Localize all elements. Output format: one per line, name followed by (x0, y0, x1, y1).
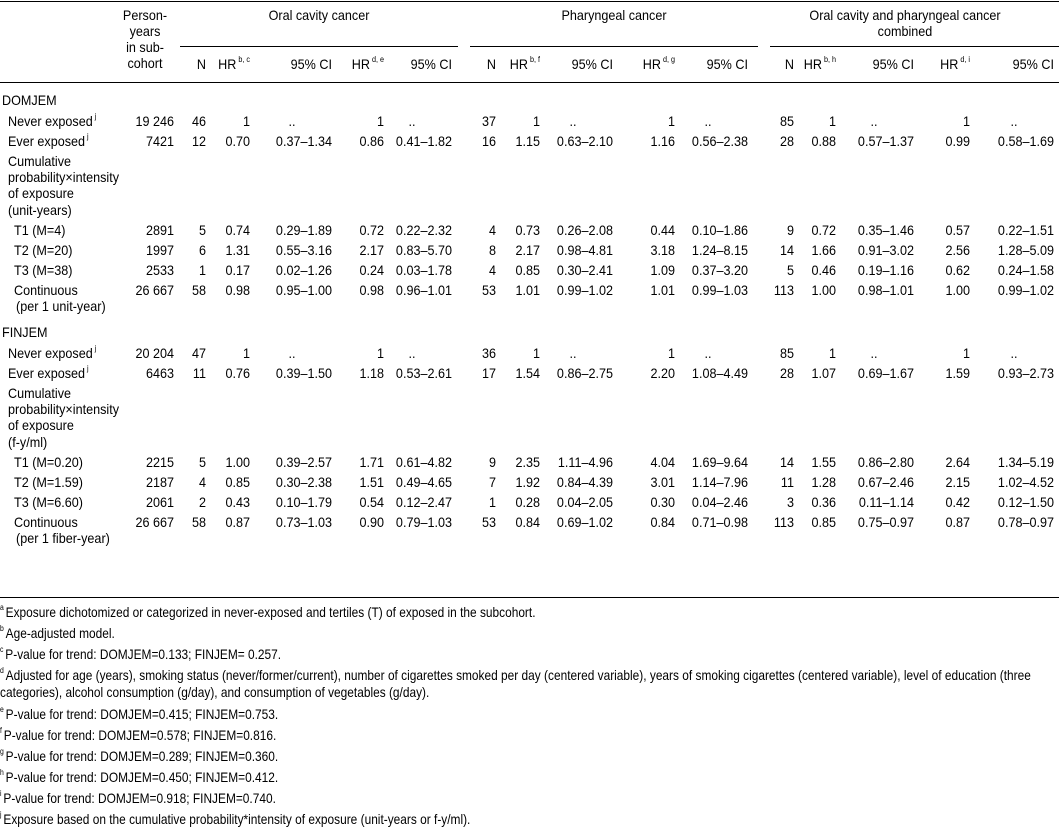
table-cell: 0.63–2.10 (556, 132, 613, 149)
table-cell: 0.86–2.80 (857, 453, 914, 470)
column-header-6 (459, 56, 540, 72)
section-title-0: DOMJEM (2, 92, 57, 108)
table-cell: 16 (481, 132, 496, 149)
row-label-0-6: Continuous (14, 281, 78, 298)
footnote-mark: g (0, 747, 6, 757)
row-label-0-2: Cumulative (8, 152, 72, 169)
group-header-combined-text: Oral cavity and pharyngeal cancer combined (809, 7, 1001, 39)
row-label-0-2: probability×intensity (8, 168, 120, 185)
table-cell: 0.10–1.86 (691, 221, 748, 238)
table-cell: 0.12–1.50 (997, 493, 1054, 510)
row-footnote-mark: j (85, 131, 89, 141)
table-cell: 0.86–2.75 (556, 364, 613, 381)
table-cell: 0.04–2.05 (556, 493, 613, 510)
table-cell: 1.01 (650, 281, 675, 298)
table-cell: 6 (198, 241, 206, 258)
table-cell: 5 (198, 453, 206, 470)
footnote-text: Adjusted for age (years), smoking status (never/former/current), number of cigarettes smoked per day (centered variable), years of smoking cigarettes (centered variable), level of education (three categories), alcohol consumption (g/day), and consumption of vegetables (g/day). (0, 667, 1031, 700)
footnote-mark: d (0, 666, 6, 676)
column-header-13 (889, 56, 970, 72)
table-cell: 1.11–4.96 (557, 453, 613, 470)
row-footnote-mark: j (92, 111, 97, 121)
table-cell: 0.87 (225, 513, 250, 530)
table-cell: 1 (962, 344, 970, 361)
table-cell: 1.66 (811, 241, 836, 258)
row-label-0-4: T2 (M=20) (14, 241, 73, 258)
table-cell: 0.85 (225, 473, 250, 490)
table-cell: 0.41–1.82 (395, 132, 452, 149)
table-cell: 1.00 (945, 281, 970, 298)
table-cell: 0.84–4.39 (556, 473, 613, 490)
table-cell: 0.42 (945, 493, 970, 510)
row-label-0-2: of exposure (8, 185, 74, 202)
table-cell: 1.18 (359, 364, 384, 381)
table-cell: 47 (191, 344, 206, 361)
footnote-text: P-value for trend: DOMJEM=0.450; FINJEM=0.412. (5, 769, 279, 785)
table-cell: 2.17 (515, 241, 540, 258)
table-cell: 1.28–5.09 (997, 241, 1054, 258)
table-cell: 1 (376, 112, 384, 129)
person-years-header-line-1: Person- (122, 7, 168, 23)
column-header-1 (169, 56, 250, 72)
table-cell: 1.28 (811, 473, 836, 490)
table-cell: 0.99 (945, 132, 970, 149)
table-cell: 2.20 (650, 364, 675, 381)
table-cell: 1 (242, 344, 250, 361)
footnote-text: Exposure based on the cumulative probability*intensity of exposure (unit-years or f-y/ml). (3, 811, 471, 827)
table-cell: 2.15 (945, 473, 970, 490)
table-cell: 14 (779, 241, 794, 258)
table-cell: 0.79–1.03 (395, 513, 452, 530)
table-cell: 1.00 (811, 281, 836, 298)
table-cell: 0.98 (359, 281, 384, 298)
person-years-header-line-2: years (129, 23, 161, 39)
table-cell: 4 (488, 221, 496, 238)
group-header-combined (784, 7, 1027, 39)
table-cell: 2.64 (945, 453, 970, 470)
table-cell: 0.76 (225, 364, 250, 381)
table-cell: 12 (191, 132, 206, 149)
column-header-8 (594, 56, 675, 72)
row-label-1-1: Ever exposed $^j$ (8, 363, 89, 381)
table-cell: 1.51 (359, 473, 384, 490)
table-cell: 1 (198, 261, 206, 278)
table-cell: 4.04 (650, 453, 675, 470)
table-cell: .. (569, 112, 577, 129)
footnote-text: P-value for trend: DOMJEM=0.133; FINJEM= 0.257. (5, 646, 282, 662)
table-cell: 1.31 (225, 241, 250, 258)
footnote-text: Age-adjusted model. (5, 625, 115, 641)
table-cell: 0.53–2.61 (395, 364, 452, 381)
footnote-text: P-value for trend: DOMJEM=0.918; FINJEM=0.740. (3, 790, 276, 806)
table-cell: 0.95–1.00 (275, 281, 332, 298)
table-cell: 3.18 (650, 241, 675, 258)
table-cell: 1.14–7.96 (691, 473, 748, 490)
table-cell: 0.69–1.67 (857, 364, 914, 381)
footnote-mark: f (0, 726, 4, 736)
column-header-footnote-mark: d, i (958, 55, 970, 65)
row-person-years: 2891 (145, 221, 174, 238)
table-cell: 9 (786, 221, 794, 238)
row-label-1-3: T1 (M=0.20) (14, 453, 83, 470)
table-cell: 0.83–5.70 (395, 241, 452, 258)
table-cell: 1.16 (650, 132, 675, 149)
table-cell: 0.71–0.98 (691, 513, 748, 530)
table-cell: 0.57–1.37 (857, 132, 914, 149)
table-cell: 2 (198, 493, 206, 510)
column-header-11 (755, 56, 836, 72)
table-cell: 36 (481, 344, 496, 361)
table-cell: 0.58–1.69 (997, 132, 1054, 149)
table-cell: .. (704, 112, 712, 129)
table-cell: 0.67–2.46 (857, 473, 914, 490)
table-cell: .. (1010, 112, 1018, 129)
row-footnote-mark: j (85, 363, 89, 373)
column-header-label: 95% CI (1012, 56, 1054, 72)
table-cell: 0.78–0.97 (997, 513, 1054, 530)
group-rule-combined (770, 46, 1059, 47)
row-person-years: 1997 (145, 241, 174, 258)
table-cell: 0.46 (811, 261, 836, 278)
table-cell: 0.12–2.47 (395, 493, 452, 510)
table-cell: 1 (488, 493, 496, 510)
table-cell: 0.85 (515, 261, 540, 278)
table-cell: 0.29–1.89 (275, 221, 332, 238)
table-cell: 1.07 (811, 364, 836, 381)
table-cell: 0.98–4.81 (556, 241, 613, 258)
table-cell: 1.71 (359, 453, 384, 470)
column-header-label: HR (351, 56, 370, 72)
table-cell: 0.22–2.32 (395, 221, 452, 238)
table-cell: 4 (198, 473, 206, 490)
column-header-label: HR (218, 56, 237, 72)
row-label-1-2: of exposure (8, 417, 74, 434)
table-cell: 0.73 (515, 221, 540, 238)
footnote-e (0, 706, 1059, 723)
table-cell: 0.39–2.57 (275, 453, 332, 470)
row-label-1-2: probability×intensity (8, 401, 120, 417)
row-label-0-5: T3 (M=38) (14, 261, 73, 278)
table-cell: .. (1010, 344, 1018, 361)
table-cell: 0.19–1.16 (857, 261, 914, 278)
table-cell: 1 (667, 112, 675, 129)
table-cell: 0.85 (811, 513, 836, 530)
footnote-d (0, 667, 1059, 701)
table-cell: 0.87 (945, 513, 970, 530)
column-header-footnote-mark: b, c (236, 55, 250, 65)
column-header-label: 95% CI (410, 56, 452, 72)
column-header-label: HR (940, 56, 959, 72)
table-cell: 0.37–1.34 (275, 132, 332, 149)
row-label-1-6: (per 1 fiber-year) (16, 530, 110, 547)
table-cell: 9 (488, 453, 496, 470)
column-header-footnote-mark: d, e (369, 55, 384, 65)
footnote-text: P-value for trend: DOMJEM=0.578; FINJEM=0.816. (3, 727, 277, 743)
table-cell: 46 (191, 112, 206, 129)
table-cell: 0.26–2.08 (556, 221, 613, 238)
table-cell: 1.02–4.52 (997, 473, 1054, 490)
table-cell: 0.30–2.41 (556, 261, 613, 278)
table-cell: .. (288, 112, 296, 129)
table-cell: .. (870, 112, 878, 129)
table-cell: .. (408, 112, 416, 129)
group-rule-oral-cavity (180, 46, 458, 47)
column-header-label: HR (509, 56, 528, 72)
table-cell: 0.54 (359, 493, 384, 510)
table-cell: 58 (191, 281, 206, 298)
row-label-0-3: T1 (M=4) (14, 221, 66, 238)
table-cell: 0.73–1.03 (275, 513, 332, 530)
table-cell: 0.72 (811, 221, 836, 238)
table-cell: 1.09 (650, 261, 675, 278)
table-cell: 1 (242, 112, 250, 129)
table-cell: 2.35 (515, 453, 540, 470)
row-person-years: 26 667 (135, 281, 174, 298)
footnote-a (0, 604, 1059, 621)
table-cell: 0.57 (945, 221, 970, 238)
table-cell: 1.59 (945, 364, 970, 381)
group-header-pharyngeal: Pharyngeal cancer (561, 7, 667, 23)
table-cell: 0.04–2.46 (691, 493, 748, 510)
footnote-mark: e (0, 705, 6, 715)
group-header-oral-cavity: Oral cavity cancer (268, 7, 370, 23)
table-cell: 0.99–1.03 (691, 281, 748, 298)
row-person-years: 2061 (145, 493, 174, 510)
row-person-years: 2215 (145, 453, 174, 470)
footnote-mark: b (0, 624, 6, 634)
table-cell: 1 (376, 344, 384, 361)
row-label-1-2: (f-y/ml) (8, 433, 48, 450)
row-person-years: 26 667 (135, 513, 174, 530)
row-label-1-6: Continuous (14, 513, 78, 530)
column-header-label: 95% CI (872, 56, 914, 72)
table-cell: 0.55–3.16 (275, 241, 332, 258)
table-cell: 11 (192, 364, 206, 381)
column-header-label: 95% CI (706, 56, 748, 72)
footnote-c (0, 646, 1059, 663)
table-cell: 1.24–8.15 (691, 241, 748, 258)
table-cell: 58 (191, 513, 206, 530)
table-cell: 0.43 (225, 493, 250, 510)
row-label-0-0: Never exposed $^j$ (8, 111, 97, 129)
footnote-h (0, 769, 1059, 786)
table-cell: 0.62 (945, 261, 970, 278)
table-cell: 28 (779, 364, 794, 381)
footnote-mark: j (0, 810, 4, 820)
column-header-footnote-mark: b, h (821, 55, 836, 65)
table-cell: 3.01 (650, 473, 675, 490)
table-cell: 0.75–0.97 (857, 513, 914, 530)
row-label-1-5: T3 (M=6.60) (14, 493, 83, 510)
table-cell: 0.61–4.82 (395, 453, 452, 470)
row-label-1-0: Never exposed $^j$ (8, 343, 97, 361)
table-cell: 0.49–4.65 (395, 473, 452, 490)
table-cell: 0.96–1.01 (395, 281, 452, 298)
footnote-j (0, 811, 1059, 828)
row-label-1-2: Cumulative (8, 384, 72, 401)
table-cell: 85 (779, 344, 794, 361)
table-cell: 1 (532, 344, 540, 361)
table-cell: 17 (481, 364, 496, 381)
row-person-years: 20 204 (135, 344, 174, 361)
column-header-footnote-mark: b, f (527, 55, 540, 65)
table-cell: 0.91–3.02 (857, 241, 914, 258)
row-person-years: 19 246 (135, 112, 174, 129)
table-cell: 0.69–1.02 (556, 513, 613, 530)
table-cell: 1.08–4.49 (691, 364, 748, 381)
table-cell: 8 (488, 241, 496, 258)
table-cell: 0.10–1.79 (275, 493, 332, 510)
table-cell: 0.70 (225, 132, 250, 149)
table-cell: 0.72 (359, 221, 384, 238)
table-cell: 5 (198, 221, 206, 238)
table-cell: .. (288, 344, 296, 361)
table-cell: 113 (773, 281, 794, 298)
table-cell: .. (408, 344, 416, 361)
table-cell: 85 (779, 112, 794, 129)
table-cell: 0.03–1.78 (395, 261, 452, 278)
table-cell: 0.86 (359, 132, 384, 149)
footnote-mark: h (0, 768, 6, 778)
table-cell: 5 (786, 261, 794, 278)
table-cell: .. (870, 344, 878, 361)
row-label-0-1: Ever exposed $^j$ (8, 131, 89, 149)
table-cell: 1 (667, 344, 675, 361)
table-cell: 1 (828, 112, 836, 129)
group-rule-pharyngeal (470, 46, 758, 47)
row-person-years: 6463 (145, 364, 174, 381)
table-cell: 0.24–1.58 (997, 261, 1054, 278)
column-header-14 (973, 56, 1054, 72)
row-person-years: 7421 (145, 132, 174, 149)
table-cell: 0.36 (811, 493, 836, 510)
table-cell: 0.90 (359, 513, 384, 530)
table-cell: 1.69–9.64 (691, 453, 748, 470)
table-cell: 7 (488, 473, 496, 490)
column-header-label: N (784, 56, 794, 72)
row-person-years: 2187 (145, 473, 174, 490)
table-cell: 0.30 (650, 493, 675, 510)
table-cell: 1.01 (515, 281, 540, 298)
table-cell: 0.28 (515, 493, 540, 510)
table-cell: 1.92 (515, 473, 540, 490)
header-bottom-rule (0, 82, 1059, 83)
table-cell: 3 (786, 493, 794, 510)
column-header-label: 95% CI (290, 56, 332, 72)
table-cell: 0.56–2.38 (691, 132, 748, 149)
footnote-text: P-value for trend: DOMJEM=0.289; FINJEM=0.360. (5, 748, 279, 764)
table-cell: 0.99–1.02 (556, 281, 613, 298)
table-cell: 11 (780, 473, 794, 490)
table-cell: 1.54 (515, 364, 540, 381)
table-bottom-rule (0, 597, 1059, 598)
footnote-text: P-value for trend: DOMJEM=0.415; FINJEM=0.753. (5, 706, 279, 722)
row-footnote-mark: j (92, 343, 97, 353)
footnote-text: Exposure dichotomized or categorized in never-exposed and tertiles (T) of exposed in the subcohort. (5, 604, 536, 620)
table-cell: 0.84 (650, 513, 675, 530)
column-header-label: 95% CI (571, 56, 613, 72)
table-cell: 0.37–3.20 (691, 261, 748, 278)
table-cell: 0.88 (811, 132, 836, 149)
table-cell: 37 (481, 112, 496, 129)
footnote-g (0, 748, 1059, 765)
row-label-0-2: (unit-years) (8, 201, 72, 218)
footnote-f (0, 727, 1059, 744)
column-header-label: HR (642, 56, 661, 72)
table-cell: .. (569, 344, 577, 361)
table-cell: 0.17 (225, 261, 250, 278)
table-cell: 2.17 (359, 241, 384, 258)
table-cell: 1.34–5.19 (997, 453, 1054, 470)
table-cell: 0.93–2.73 (997, 364, 1054, 381)
table-cell: 0.99–1.02 (997, 281, 1054, 298)
column-header-label: N (486, 56, 496, 72)
table-cell: 0.22–1.51 (997, 221, 1054, 238)
table-cell: 0.24 (359, 261, 384, 278)
table-cell: 0.98–1.01 (857, 281, 914, 298)
table-cell: 2.56 (945, 241, 970, 258)
row-person-years: 2533 (145, 261, 174, 278)
table-cell: 14 (779, 453, 794, 470)
table-cell: 0.30–2.38 (275, 473, 332, 490)
table-cell: 4 (488, 261, 496, 278)
table-cell: 28 (779, 132, 794, 149)
table-cell: 0.02–1.26 (275, 261, 332, 278)
footnote-mark: c (0, 645, 6, 655)
column-header-label: HR (803, 56, 822, 72)
table-cell: 113 (773, 513, 794, 530)
footnote-b (0, 625, 1059, 642)
table-cell: 0.84 (515, 513, 540, 530)
person-years-header-line-3: in sub- (126, 39, 164, 55)
table-cell: 0.35–1.46 (857, 221, 914, 238)
table-cell: 1 (532, 112, 540, 129)
table-cell: 1.00 (225, 453, 250, 470)
table-cell: .. (704, 344, 712, 361)
table-cell: 1 (962, 112, 970, 129)
row-label-0-6: (per 1 unit-year) (16, 298, 106, 315)
table-cell: 0.11–1.14 (858, 493, 914, 510)
column-header-label: N (196, 56, 206, 72)
table-cell: 1.15 (515, 132, 540, 149)
table-cell: 1 (828, 344, 836, 361)
table-cell: 53 (481, 281, 496, 298)
row-label-1-4: T2 (M=1.59) (14, 473, 83, 490)
table-cell: 0.44 (650, 221, 675, 238)
footnote-i (0, 790, 1059, 807)
table-cell: 0.98 (225, 281, 250, 298)
section-title-1: FINJEM (2, 324, 48, 341)
table-cell: 53 (481, 513, 496, 530)
table-cell: 0.39–1.50 (275, 364, 332, 381)
column-header-footnote-mark: d, g (660, 55, 675, 65)
footnote-mark: i (0, 789, 4, 799)
table-cell: 0.74 (225, 221, 250, 238)
footnote-mark: a (0, 603, 6, 613)
table-cell: 1.55 (811, 453, 836, 470)
table-top-rule (0, 1, 1059, 2)
person-years-header-line-4: cohort (127, 55, 163, 71)
